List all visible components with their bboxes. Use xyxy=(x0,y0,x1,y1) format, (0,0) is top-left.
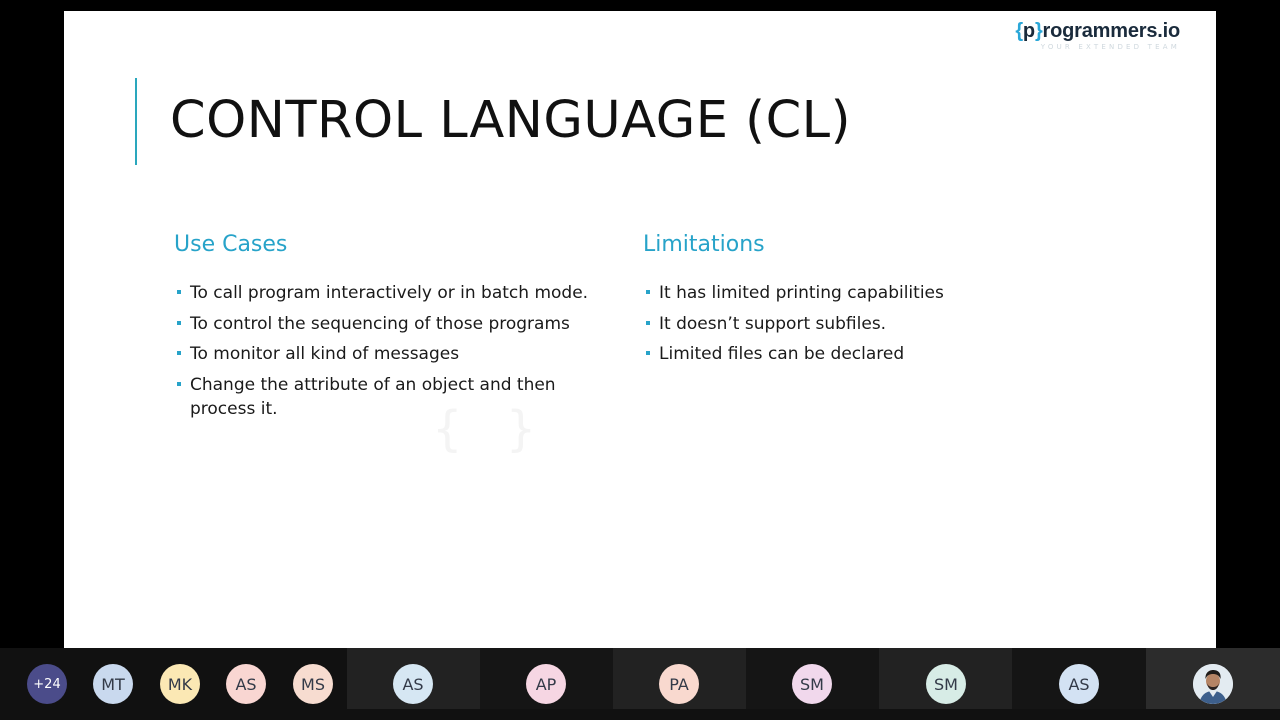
list-item: It has limited printing capabilities xyxy=(643,281,1083,305)
list-item: To monitor all kind of messages xyxy=(174,342,614,366)
use-cases-column xyxy=(174,229,614,427)
company-logo xyxy=(1015,20,1180,51)
logo-text: rogrammers.io xyxy=(1042,20,1180,42)
participant-avatar[interactable]: MS xyxy=(293,664,333,704)
title-accent-bar xyxy=(135,78,137,165)
logo-tagline: YOUR EXTENDED TEAM xyxy=(1040,43,1180,51)
participant-avatar[interactable]: AS xyxy=(226,664,266,704)
participant-avatar[interactable]: AS xyxy=(393,664,433,704)
logo-open-brace: { xyxy=(1015,20,1023,42)
participant-avatar[interactable]: AS xyxy=(1059,664,1099,704)
use-cases-list xyxy=(174,281,614,421)
participant-avatar[interactable]: PA xyxy=(659,664,699,704)
list-item: Limited files can be declared xyxy=(643,342,1083,366)
participant-avatar[interactable]: AP xyxy=(526,664,566,704)
list-item: It doesn’t support subfiles. xyxy=(643,312,1083,336)
limitations-heading: Limitations xyxy=(643,232,765,257)
list-item: To call program interactively or in batch mode. xyxy=(174,281,614,305)
use-cases-heading: Use Cases xyxy=(174,232,288,257)
participant-avatar[interactable]: SM xyxy=(926,664,966,704)
limitations-list xyxy=(643,281,1083,366)
slide-title: CONTROL LANGUAGE (CL) xyxy=(170,91,851,150)
user-photo-avatar[interactable] xyxy=(1193,664,1233,704)
logo-close-brace: } xyxy=(1034,20,1043,42)
list-item: Change the attribute of an object and then process it. xyxy=(174,373,590,421)
participant-avatar[interactable]: SM xyxy=(792,664,832,704)
presentation-slide xyxy=(64,11,1216,648)
participant-avatar[interactable]: MT xyxy=(93,664,133,704)
participant-avatar[interactable]: MK xyxy=(160,664,200,704)
person-icon xyxy=(1193,664,1233,704)
limitations-column xyxy=(643,229,1083,373)
logo-p: p xyxy=(1022,20,1035,42)
logo-wordmark xyxy=(1015,20,1180,42)
list-item: To control the sequencing of those programs xyxy=(174,312,614,336)
brace-watermark: { } xyxy=(432,401,551,457)
more-participants-button[interactable]: +24 xyxy=(27,664,67,704)
